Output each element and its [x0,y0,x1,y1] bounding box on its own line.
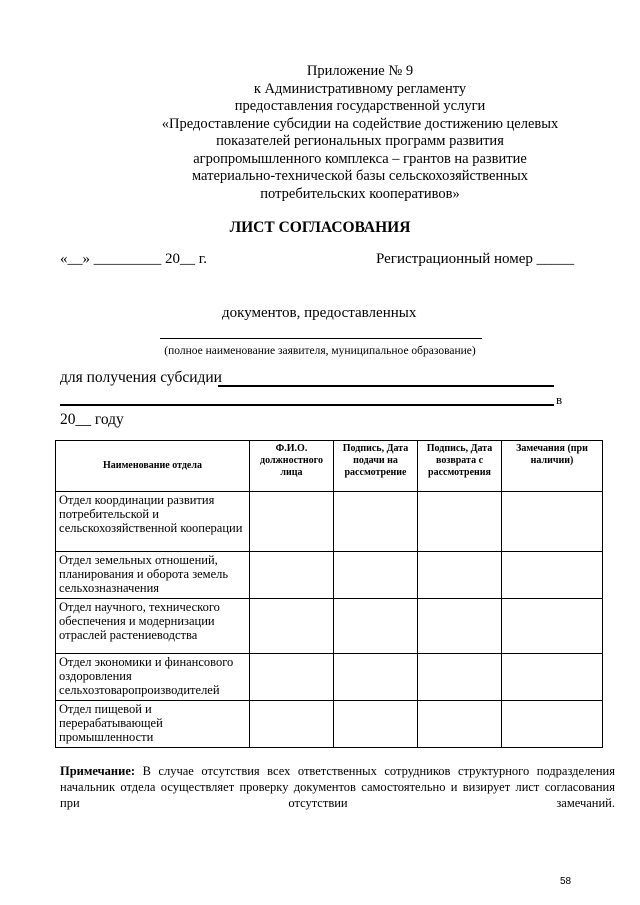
applicant-name-field-line [160,338,482,339]
date-line: «__» _________ 20__ г. [60,251,207,267]
note-label: Примечание: [60,764,136,778]
header-line: агропромышленного комплекса – грантов на развитие [193,150,527,167]
full-name-cell[interactable] [250,492,334,552]
table-row [56,654,603,701]
department-cell: Отдел пищевой и перерабатывающей промышленности [56,701,250,748]
full-name-cell[interactable] [250,552,334,599]
purpose-field-line [218,385,554,387]
purpose-label: для получения субсидии [60,369,222,386]
table-row [56,552,603,599]
applicant-caption: (полное наименование заявителя, муниципальное образование) [164,345,476,357]
header-line: показателей региональных программ развития [216,133,504,149]
remarks-cell[interactable] [502,654,603,701]
return-signature-cell[interactable] [418,599,502,654]
column-header-return: Подпись, Дата возврата с рассмотрения [418,441,502,492]
return-signature-cell[interactable] [418,654,502,701]
page-title: ЛИСТ СОГЛАСОВАНИЯ [229,219,411,236]
documents-text: документов, предоставленных [222,305,417,321]
remarks-cell[interactable] [502,599,603,654]
department-cell: Отдел земельных отношений, планирования и оборота земель сельхозназначения [56,552,250,599]
purpose-field-line-2 [60,404,554,406]
submission-signature-cell[interactable] [334,701,418,748]
header-line: Приложение № 9 [306,63,414,79]
remarks-cell[interactable] [502,492,603,552]
full-name-cell[interactable] [250,599,334,654]
header-line: к Административному регламенту [253,80,467,97]
remarks-cell[interactable] [502,552,603,599]
column-header-full-name: Ф.И.О. должностного лица [250,441,334,492]
department-cell: Отдел экономики и финансового оздоровления сельхозтоваропроизводителей [56,654,250,701]
header-line: предоставления государственной услуги [234,98,486,114]
return-signature-cell[interactable] [418,552,502,599]
return-signature-cell[interactable] [418,492,502,552]
return-signature-cell[interactable] [418,701,502,748]
table-header-row [56,441,603,492]
purpose-suffix: в [556,392,563,407]
submission-signature-cell[interactable] [334,654,418,701]
remarks-cell[interactable] [502,701,603,748]
table-row [56,599,603,654]
table-row [56,701,603,748]
appendix-header [150,63,570,203]
header-line: потребительских кооперативов» [260,185,460,202]
header-line: материально-технической базы сельскохозяйственных [191,168,528,184]
year-line: 20__ году [60,411,124,428]
header-line: «Предоставление субсидии на содействие достижению целевых [161,115,559,132]
column-header-department: Наименование отдела [56,441,250,492]
registration-number-line: Регистрационный номер _____ [376,251,575,267]
column-header-remarks: Замечания (при наличии) [502,441,603,492]
submission-signature-cell[interactable] [334,599,418,654]
note-paragraph [60,763,615,811]
full-name-cell[interactable] [250,654,334,701]
submission-signature-cell[interactable] [334,552,418,599]
table-row [56,492,603,552]
submission-signature-cell[interactable] [334,492,418,552]
column-header-submission: Подпись, Дата подачи на рассмотрение [334,441,418,492]
full-name-cell[interactable] [250,701,334,748]
department-cell: Отдел координации развития потребительской и сельскохозяйственной кооперации [56,492,250,552]
page-number: 58 [560,876,572,887]
note-text: В случае отсутствия всех ответственных сотрудников структурного подразделения начальник отдела осуществляет проверку документов самостоятельно и визирует лист согласования при отсутствии замечаний. [60,764,615,810]
approval-table [55,440,603,748]
department-cell: Отдел научного, технического обеспечения и модернизации отраслей растениеводства [56,599,250,654]
